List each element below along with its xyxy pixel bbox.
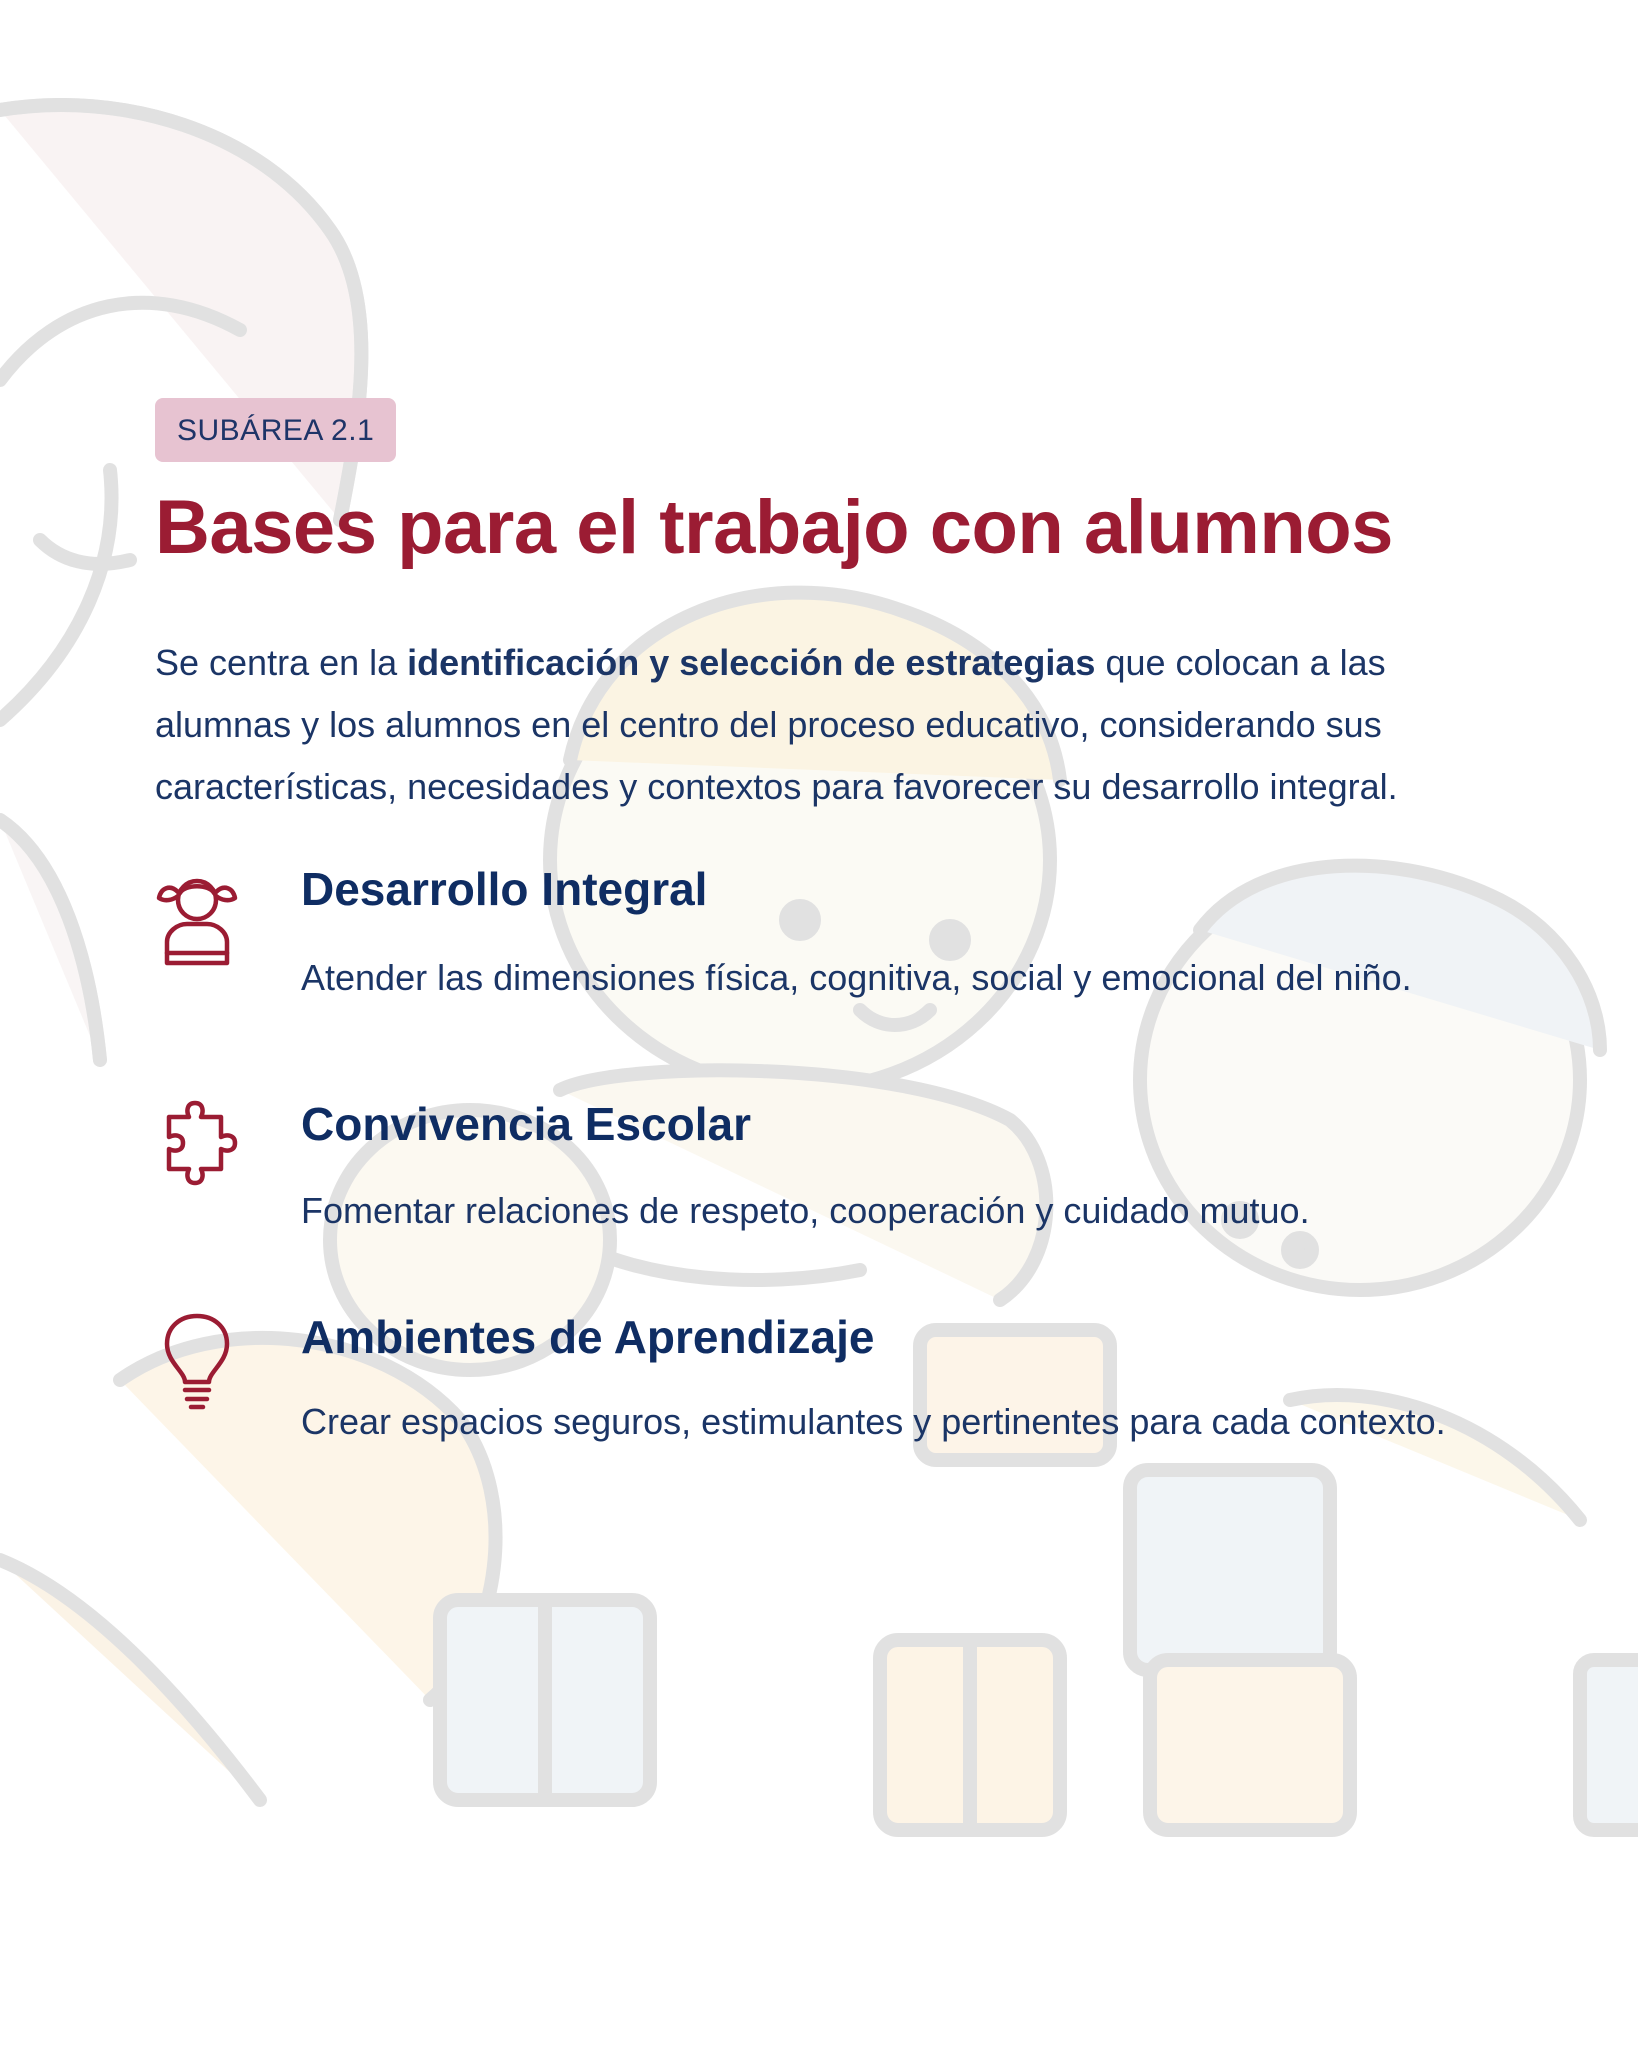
feature-desarrollo-integral [155,862,1495,1009]
lightbulb-icon [155,1310,239,1414]
intro-paragraph [155,632,1495,818]
girl-icon [155,862,239,966]
intro-text-bold: identificación y selección de estrategias [407,641,1096,683]
content-panel [155,398,1495,1453]
feature-convivencia-escolar [155,1097,1495,1242]
puzzle-piece-icon [155,1097,239,1201]
feature-ambientes-de-aprendizaje [155,1310,1495,1453]
feature-description: Atender las dimensiones física, cognitiva, social y emocional del niño. [301,956,1412,998]
feature-title: Desarrollo Integral [301,862,708,915]
feature-title: Ambientes de Aprendizaje [301,1310,875,1363]
feature-description: Fomentar relaciones de respeto, cooperación y cuidado mutuo. [301,1189,1310,1231]
feature-title: Convivencia Escolar [301,1097,751,1150]
feature-description: Crear espacios seguros, estimulantes y pertinentes para cada contexto. [301,1401,1446,1443]
intro-text-after: que colocan a las alumnas y los alumnos en el centro del proceso educativo, considerando sus características, necesidades y contextos para favorecer su desarrollo integral. [155,641,1398,807]
intro-text-before: Se centra en la [155,641,408,683]
subarea-badge: SUBÁREA 2.1 [155,398,396,462]
page-title: Bases para el trabajo con alumnos [155,485,1393,570]
